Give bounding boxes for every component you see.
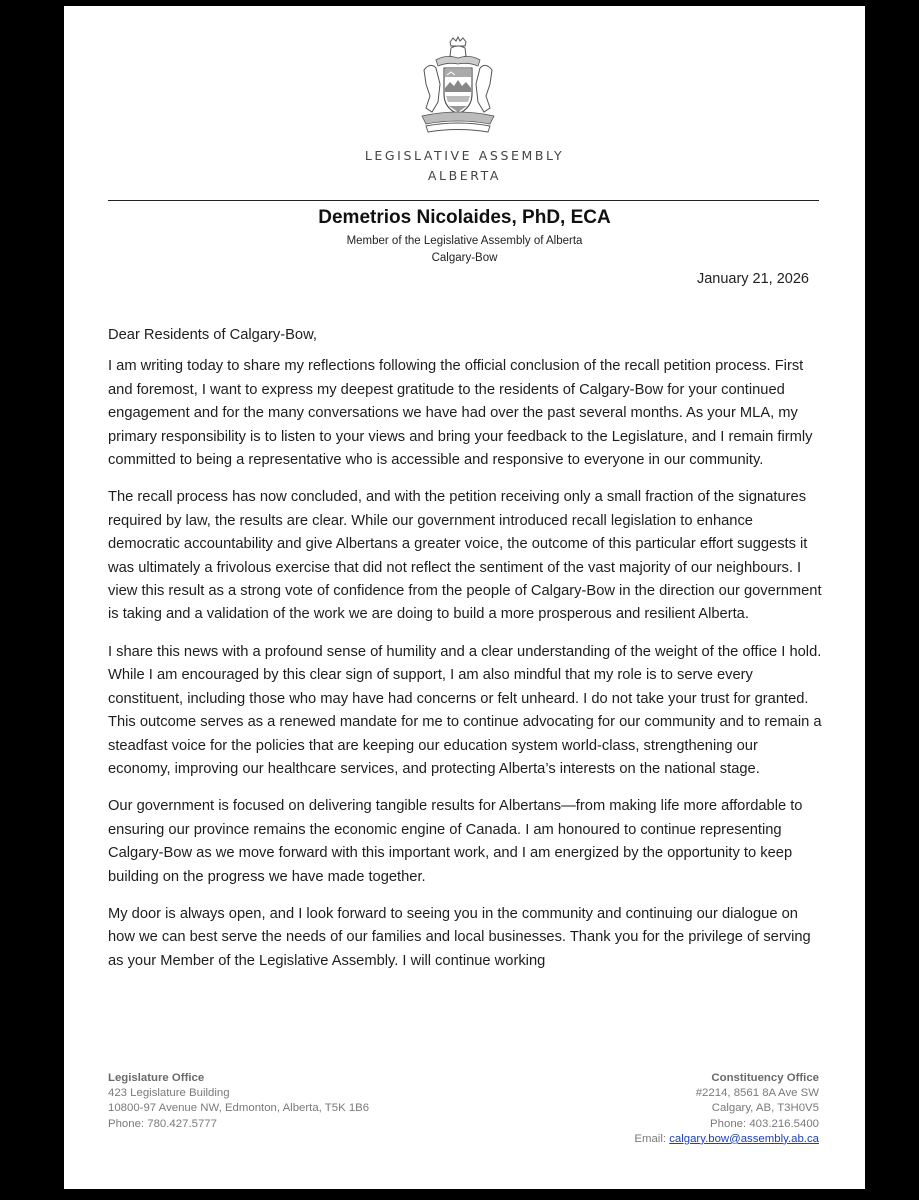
sender-riding: Calgary-Bow [431,252,498,264]
header-divider [108,200,819,201]
constituency-address-line1: #2214, 8561 8A Ave SW [695,1087,819,1100]
assembly-name-line2: ALBERTA [427,168,502,183]
email-link[interactable]: calgary.bow@assembly.ab.ca [669,1132,819,1145]
assembly-name-line1: LEGISLATIVE ASSEMBLY [364,148,565,163]
constituency-phone: Phone: 403.216.5400 [710,1117,819,1130]
sender-title: Member of the Legislative Assembly of Alberta [346,235,583,247]
paragraph: My door is always open, and I look forward to seeing you in the community and continuing our dialogue on how we can best serve the needs of our families and local businesses. Thank you for the privilege of serving as your Member of the Legislative Assembly. I will continue working [108,905,811,969]
letter-body [108,324,823,987]
paragraph: Our government is focused on delivering tangible results for Albertans—from making life more affordable to ensuring our province remains the economic engine of Canada. I am honoured to continue representing Calgary-Bow as we move forward with this important work, and I am energized by the opportunity to keep building on the progress we have made together. [108,798,803,885]
legislature-office [108,1071,369,1132]
letter-date: January 21, 2026 [696,271,809,287]
constituency-email-row [634,1132,819,1147]
legislature-phone: Phone: 780.427.5777 [108,1117,217,1130]
letter-page [64,6,865,1189]
constituency-address-line2: Calgary, AB, T3H0V5 [711,1102,819,1115]
email-label: Email: [634,1132,667,1145]
paragraph: I share this news with a profound sense of humility and a clear understanding of the weight of the office I hold. While I am encouraged by this clear sign of support, I am also mindful that my role is to serve every constituent, including those who may have had concerns or felt unheard. I do not take your trust for granted. This outcome serves as a renewed mandate for me to continue advocating for our community and to remain a steadfast voice for the policies that are keeping our education system world-class, strengthening our economy, improving our healthcare services, and protecting Alberta’s interests on the national stage. [108,643,822,777]
legislature-address-line1: 423 Legislature Building [108,1087,230,1100]
salutation: Dear Residents of Calgary-Bow, [108,327,317,343]
constituency-office [634,1071,819,1147]
paragraph: The recall process has now concluded, and with the petition receiving only a small fraction of the signatures required by law, the results are clear. While our government introduced recall legislation to enhance democratic accountability and give Albertans a greater voice, the outcome of this particular effort suggests it was ultimately a frivolous exercise that did not reflect the sentiment of the vast majority of our neighbours. I view this result as a strong vote of confidence from the people of Calgary-Bow in the direction our government is taking and a validation of the work we are doing to build a more prosperous and resilient Alberta. [108,489,822,623]
legislature-office-heading: Legislature Office [108,1072,205,1084]
legislature-address-line2: 10800-97 Avenue NW, Edmonton, Alberta, T5K 1B6 [108,1102,370,1115]
constituency-office-heading: Constituency Office [711,1072,819,1084]
paragraph: I am writing today to share my reflections following the official conclusion of the recall petition process. First and foremost, I want to express my deepest gratitude to the residents of Calgary-Bow for your continued engagement and for the many conversations we have had over the past several months. As your MLA, my primary responsibility is to listen to your views and bring your feedback to the Legislature, and I remain firmly committed to being a representative who is accessible and responsive to everyone in our community. [108,358,813,469]
alberta-coat-of-arms-icon [416,36,500,136]
sender-name: Demetrios Nicolaides, PhD, ECA [318,207,611,228]
